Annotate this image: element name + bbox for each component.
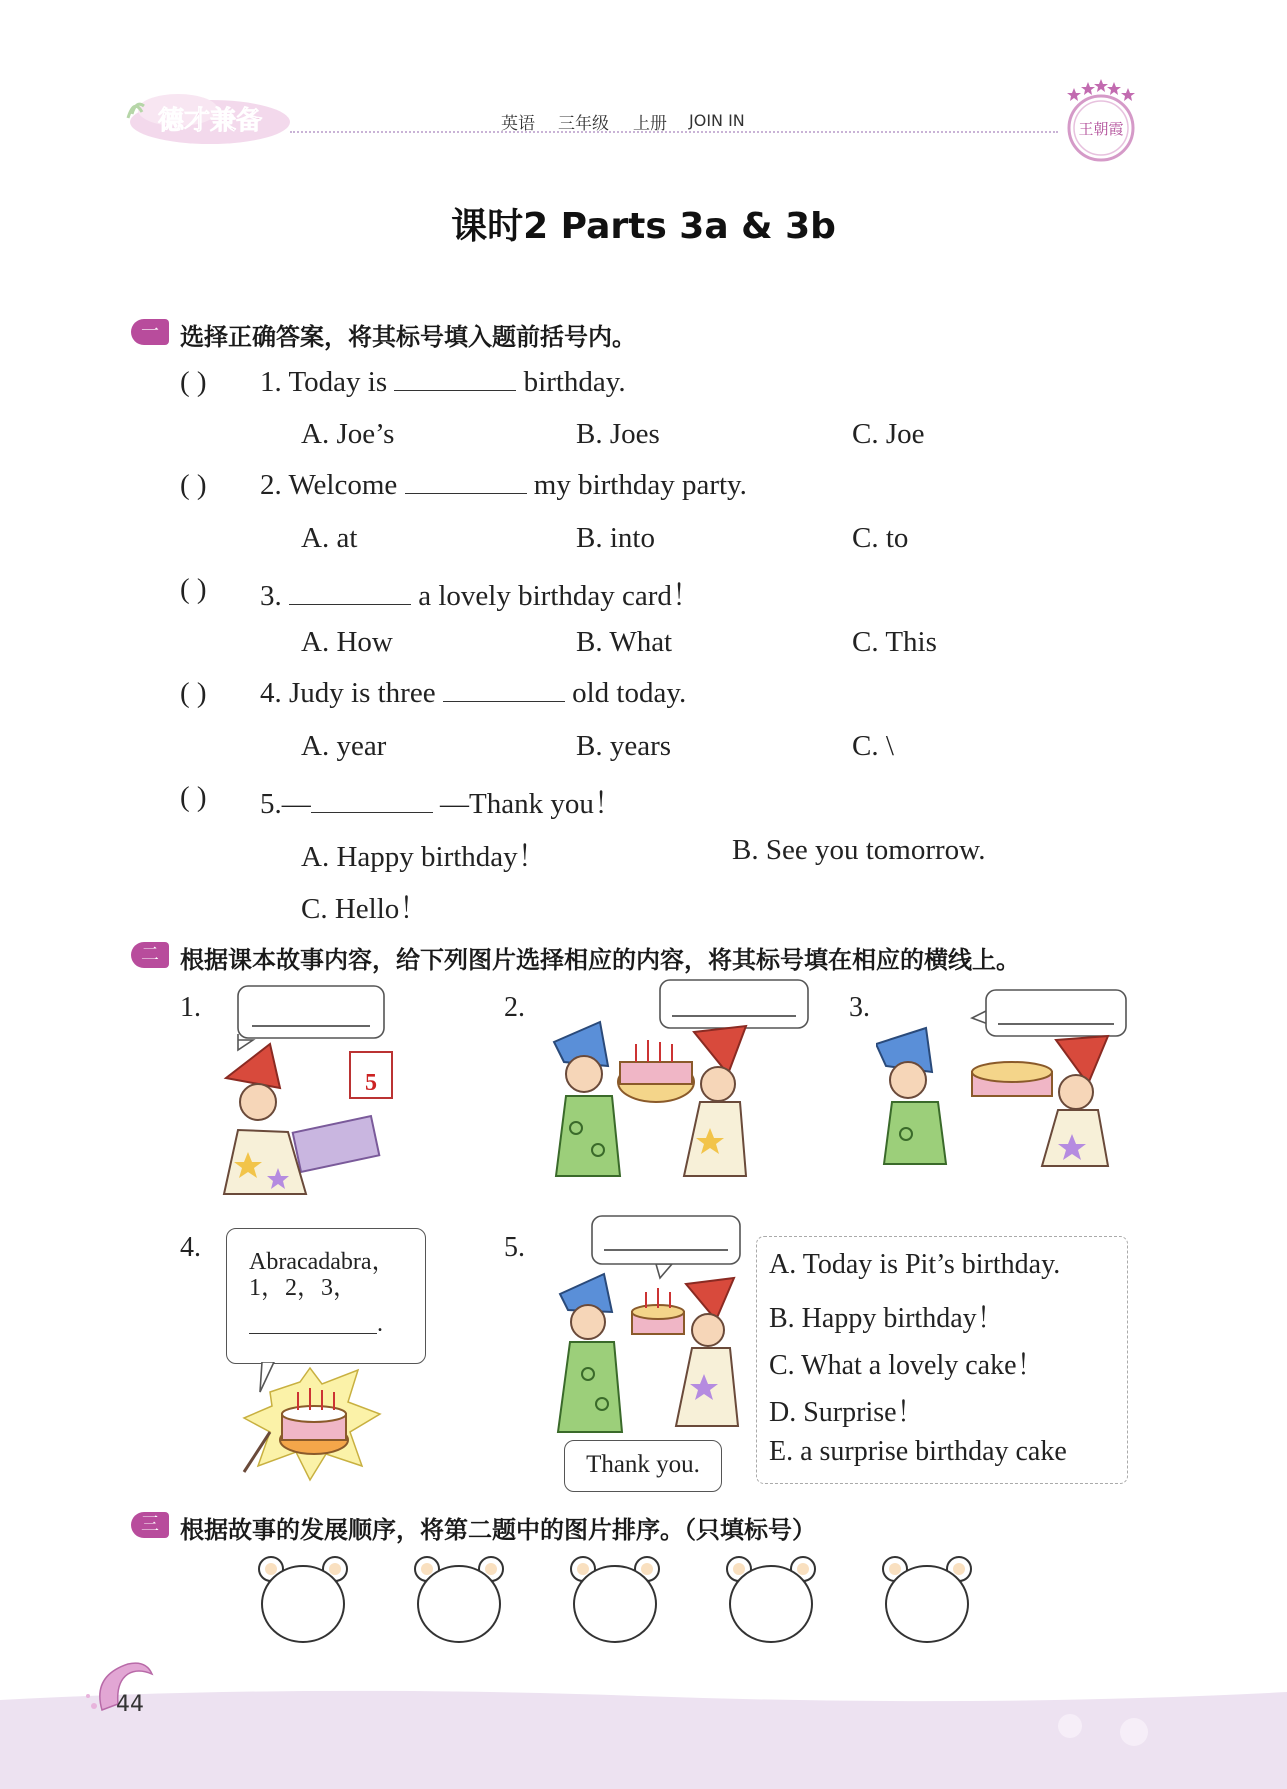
fill-blank[interactable] bbox=[394, 366, 516, 391]
answer-line[interactable] bbox=[249, 1313, 377, 1334]
fill-blank[interactable] bbox=[443, 677, 565, 702]
answer-choice-a: A. Today is Pit’s birthday. bbox=[769, 1249, 1061, 1280]
option-a[interactable]: A. at bbox=[301, 522, 358, 554]
answer-paren[interactable]: ( ) bbox=[180, 677, 207, 709]
speech-bubble-4 bbox=[226, 1228, 426, 1364]
option-c[interactable]: C. Hello！ bbox=[301, 893, 429, 925]
bubble-4-line-1: Abracadabra， bbox=[249, 1249, 396, 1275]
speech-bubble bbox=[238, 986, 384, 1038]
picture-3 bbox=[876, 984, 1128, 1174]
option-b[interactable]: B. years bbox=[576, 730, 672, 762]
question-text-after: my birthday party. bbox=[533, 469, 747, 501]
brand-logo bbox=[118, 82, 296, 150]
option-b[interactable]: B. Joes bbox=[576, 418, 660, 450]
speech-bubble bbox=[592, 1216, 740, 1264]
picture-1-number: 1. bbox=[180, 992, 201, 1023]
section-1-badge: 一 bbox=[131, 319, 169, 345]
question-number: 2. bbox=[260, 469, 282, 501]
header-rule bbox=[290, 131, 1058, 133]
question-number: 4. bbox=[260, 677, 282, 709]
publisher-seal bbox=[1060, 76, 1142, 166]
answer-choices-box bbox=[756, 1236, 1128, 1484]
bubble-4-period: . bbox=[377, 1311, 383, 1337]
picture-4 bbox=[240, 1362, 390, 1482]
answer-choice-d: D. Surprise！ bbox=[769, 1397, 925, 1428]
header-grade: 三年级 bbox=[558, 114, 609, 134]
question-number: 1. bbox=[260, 366, 282, 398]
speech-bubble bbox=[986, 990, 1126, 1036]
question-3 bbox=[260, 573, 701, 614]
wizard-hat-icon bbox=[226, 1044, 280, 1088]
question-number: 5. bbox=[260, 788, 282, 820]
seal-text: 王朝霞 bbox=[1078, 120, 1124, 138]
question-text-before: Today is bbox=[288, 366, 388, 398]
speech-bubble bbox=[660, 980, 808, 1028]
question-text-before: — bbox=[281, 788, 311, 820]
option-c[interactable]: C. to bbox=[852, 522, 909, 554]
header-volume: 上册 bbox=[633, 114, 667, 134]
answer-paren[interactable]: ( ) bbox=[180, 469, 207, 501]
question-5 bbox=[260, 781, 623, 822]
page-number: 44 bbox=[116, 1692, 144, 1717]
bubble-4-line-2: 1，2，3， bbox=[249, 1275, 357, 1301]
option-b[interactable]: B. into bbox=[576, 522, 655, 554]
fill-blank[interactable] bbox=[405, 469, 527, 494]
question-2 bbox=[260, 469, 747, 502]
fill-blank[interactable] bbox=[311, 788, 433, 813]
svg-text:5: 5 bbox=[365, 1070, 377, 1096]
question-text-after: birthday. bbox=[523, 366, 626, 398]
answer-choice-e: E. a surprise birthday cake bbox=[769, 1436, 1067, 1467]
picture-2-number: 2. bbox=[504, 992, 525, 1023]
picture-3-number: 3. bbox=[849, 992, 870, 1023]
question-1 bbox=[260, 366, 626, 399]
answer-choice-c: C. What a lovely cake！ bbox=[769, 1350, 1045, 1381]
question-text-after: a lovely birthday card！ bbox=[418, 580, 701, 612]
option-c[interactable]: C. This bbox=[852, 626, 937, 658]
section-3-badge: 三 bbox=[131, 1512, 169, 1538]
option-a[interactable]: A. How bbox=[301, 626, 393, 658]
order-box-2[interactable] bbox=[415, 1557, 503, 1642]
question-number: 3. bbox=[260, 580, 282, 612]
order-box-4[interactable] bbox=[727, 1557, 815, 1642]
header-subject: 英语 bbox=[501, 114, 535, 134]
picture-4-number: 4. bbox=[180, 1232, 201, 1263]
book-icon bbox=[293, 1116, 380, 1172]
question-text-after: —Thank you！ bbox=[440, 788, 623, 820]
option-c[interactable]: C. Joe bbox=[852, 418, 925, 450]
question-4 bbox=[260, 677, 686, 710]
question-text-before: Judy is three bbox=[289, 677, 436, 709]
picture-1 bbox=[208, 982, 418, 1204]
answer-choice-b: B. Happy birthday！ bbox=[769, 1303, 1005, 1334]
caption-bubble-5 bbox=[564, 1440, 722, 1492]
section-3-title: 根据故事的发展顺序，将第二题中的图片排序。（只填标号） bbox=[180, 1516, 816, 1544]
section-2-title: 根据课本故事内容，给下列图片选择相应的内容，将其标号填在相应的横线上。 bbox=[180, 946, 1020, 974]
picture-5 bbox=[548, 1214, 744, 1436]
header-edition: JOIN IN bbox=[689, 111, 745, 130]
ordering-boxes bbox=[258, 1552, 988, 1652]
option-a[interactable]: A. Happy birthday！ bbox=[301, 841, 547, 873]
answer-paren[interactable]: ( ) bbox=[180, 781, 207, 813]
option-a[interactable]: A. Joe’s bbox=[301, 418, 395, 450]
order-box-1[interactable] bbox=[259, 1557, 347, 1642]
option-b[interactable]: B. What bbox=[576, 626, 673, 658]
brand-text: 德才兼备 bbox=[157, 106, 263, 136]
option-c[interactable]: C. \ bbox=[852, 730, 894, 762]
order-box-5[interactable] bbox=[883, 1557, 971, 1642]
option-a[interactable]: A. year bbox=[301, 730, 387, 762]
picture-5-number: 5. bbox=[504, 1232, 525, 1263]
section-1-title: 选择正确答案，将其标号填入题前括号内。 bbox=[180, 323, 636, 351]
order-box-3[interactable] bbox=[571, 1557, 659, 1642]
caption-5-text: Thank you. bbox=[586, 1451, 700, 1478]
answer-paren[interactable]: ( ) bbox=[180, 366, 207, 398]
picture-2 bbox=[550, 978, 812, 1184]
option-b[interactable]: B. See you tomorrow. bbox=[732, 834, 986, 866]
question-text-after: old today. bbox=[572, 677, 687, 709]
answer-paren[interactable]: ( ) bbox=[180, 573, 207, 605]
question-text-before: Welcome bbox=[288, 469, 398, 501]
fill-blank[interactable] bbox=[289, 580, 411, 605]
footer-wave bbox=[0, 1680, 1287, 1789]
lesson-title: 课时2 Parts 3a & 3b bbox=[451, 206, 836, 247]
section-2-badge: 二 bbox=[131, 942, 169, 968]
